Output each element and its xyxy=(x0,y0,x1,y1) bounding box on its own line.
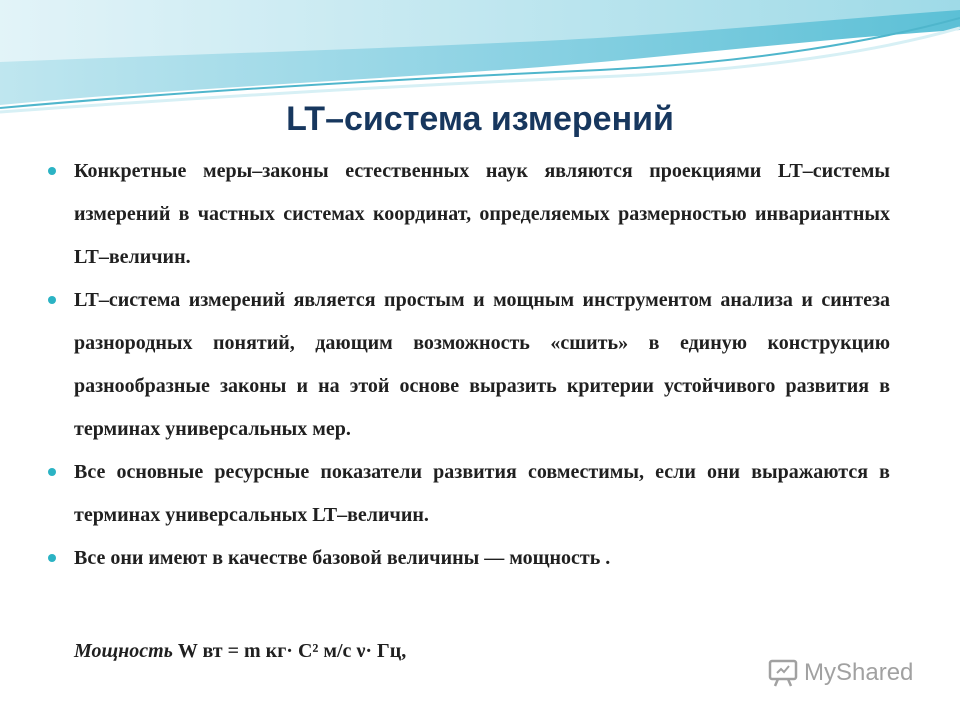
bullet-text: LT–система измерений является простым и мощным инструментом анализа и синтеза разнородных понятий, дающим возможность «сшить» в единую конструкцию разнообразные законы и на этой основе выразить критерии устойчивого развития в терминах универсальных мер. xyxy=(74,289,890,440)
formula-expression: W вт = m кг· C² м/с ν· Гц, xyxy=(177,640,407,662)
watermark xyxy=(768,656,913,690)
bullet-item xyxy=(48,279,890,451)
bullet-dot-icon xyxy=(48,554,56,562)
power-formula xyxy=(74,640,406,663)
bullet-list xyxy=(48,150,890,580)
bullet-text: Конкретные меры–законы естественных наук являются проекциями LT–системы измерений в частных системах координат, определяемых размерностью инвариантных LT–величин. xyxy=(74,160,890,268)
bullet-dot-icon xyxy=(48,468,56,476)
bullet-item xyxy=(48,150,890,279)
bullet-item xyxy=(48,537,890,580)
bullet-item xyxy=(48,451,890,537)
slide-title: LT–система измерений xyxy=(286,100,674,138)
bullet-dot-icon xyxy=(48,167,56,175)
formula-label: Мощность xyxy=(74,640,173,662)
bullet-dot-icon xyxy=(48,296,56,304)
bullet-text: Все основные ресурсные показатели развития совместимы, если они выражаются в терминах универсальных LT–величин. xyxy=(74,461,890,526)
watermark-text: MyShared xyxy=(804,659,914,686)
bullet-text: Все они имеют в качестве базовой величины — мощность . xyxy=(74,547,611,569)
presentation-board-icon xyxy=(768,659,798,687)
